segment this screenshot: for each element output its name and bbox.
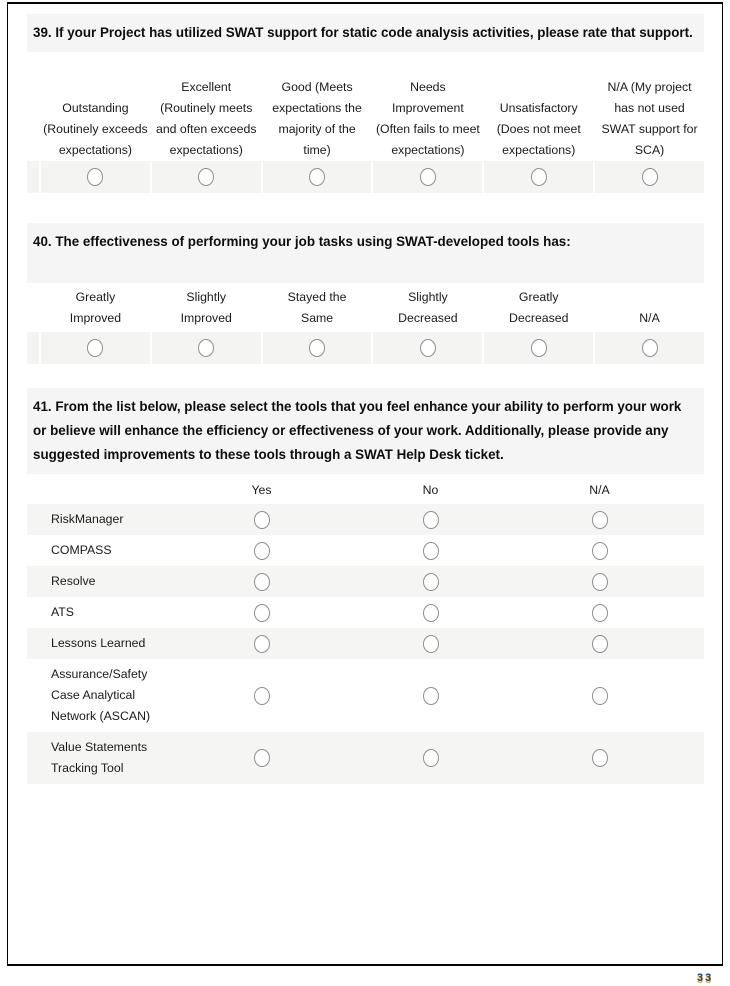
q41-lessons-learned-radio-na[interactable] xyxy=(592,635,608,653)
q41-value-statements-radio-na[interactable] xyxy=(592,749,608,767)
cell-na xyxy=(515,635,684,653)
cell-yes xyxy=(177,573,346,591)
question-40-radio-row xyxy=(27,332,704,364)
cell-no xyxy=(346,542,515,560)
q39-option-label-needs-improvement: Needs Improvement (Often fails to meet expectations) xyxy=(375,80,480,157)
q41-compass-radio-yes[interactable] xyxy=(254,542,270,560)
q39-radio-unsatisfactory[interactable] xyxy=(531,168,547,186)
q39-radio-good[interactable] xyxy=(309,168,325,186)
q40-cell-slightly-improved xyxy=(152,332,261,364)
q40-cell-stayed-same xyxy=(263,332,372,364)
spacer xyxy=(27,161,39,193)
page-number: 33 xyxy=(697,972,714,984)
cell-no xyxy=(346,635,515,653)
q39-cell-outstanding xyxy=(41,161,150,193)
table-row-compass xyxy=(27,535,704,566)
question-39-option-headers xyxy=(27,56,704,161)
q41-compass-radio-no[interactable] xyxy=(423,542,439,560)
q40-cell-greatly-improved xyxy=(41,332,150,364)
q40-cell-na xyxy=(595,332,704,364)
row-label: Lessons Learned xyxy=(51,636,146,650)
q41-ats-radio-no[interactable] xyxy=(423,604,439,622)
q41-riskmanager-radio-na[interactable] xyxy=(592,511,608,529)
q39-cell-good xyxy=(263,161,372,193)
q40-option-label-greatly-improved: Greatly Improved xyxy=(69,290,122,325)
table-row-ats xyxy=(27,597,704,628)
spacer xyxy=(27,287,39,329)
q40-cell-slightly-decreased xyxy=(373,332,482,364)
row-label: Assurance/Safety Case Analytical Network (ASCAN) xyxy=(51,667,151,723)
question-41-table xyxy=(27,504,704,784)
cell-na xyxy=(515,511,684,529)
q40-radio-greatly-improved[interactable] xyxy=(87,339,103,357)
cell-na xyxy=(515,604,684,622)
row-label: RiskManager xyxy=(51,512,124,526)
q41-ascan-radio-na[interactable] xyxy=(592,687,608,705)
question-39-text: 39. If your Project has utilized SWAT support for static code analysis activities, please rate that support. xyxy=(27,14,704,52)
q40-option-label-na: N/A xyxy=(639,311,660,325)
table-row-lessons-learned xyxy=(27,628,704,659)
cell-no xyxy=(346,687,515,705)
cell-na xyxy=(515,573,684,591)
question-40-option-headers xyxy=(27,287,704,329)
cell-no xyxy=(346,749,515,767)
spacer xyxy=(27,332,39,364)
question-39-radio-row xyxy=(27,161,704,193)
q40-radio-stayed-same[interactable] xyxy=(309,339,325,357)
q39-cell-unsatisfactory xyxy=(484,161,593,193)
q40-radio-na[interactable] xyxy=(642,339,658,357)
cell-yes xyxy=(177,749,346,767)
row-label: ATS xyxy=(51,605,75,619)
cell-na xyxy=(515,749,684,767)
q40-option-label-slightly-decreased: Slightly Decreased xyxy=(398,290,458,325)
q39-option-label-outstanding: Outstanding (Routinely exceeds expectations) xyxy=(43,101,148,157)
q41-lessons-learned-radio-yes[interactable] xyxy=(254,635,270,653)
q39-cell-excellent xyxy=(152,161,261,193)
cell-yes xyxy=(177,604,346,622)
row-label: Resolve xyxy=(51,574,96,588)
question-39 xyxy=(27,14,704,193)
cell-no xyxy=(346,511,515,529)
cell-yes xyxy=(177,687,346,705)
q39-radio-needs-improvement[interactable] xyxy=(420,168,436,186)
q41-compass-radio-na[interactable] xyxy=(592,542,608,560)
q39-radio-na[interactable] xyxy=(642,168,658,186)
q39-option-label-excellent: Excellent (Routinely meets and often exceeds expectations) xyxy=(155,80,257,157)
q41-value-statements-radio-yes[interactable] xyxy=(254,749,270,767)
q39-radio-excellent[interactable] xyxy=(198,168,214,186)
q41-column-yes: Yes xyxy=(251,482,272,497)
cell-yes xyxy=(177,542,346,560)
q41-riskmanager-radio-yes[interactable] xyxy=(254,511,270,529)
q40-option-label-stayed-same: Stayed the Same xyxy=(287,290,347,325)
q40-radio-greatly-decreased[interactable] xyxy=(531,339,547,357)
cell-na xyxy=(515,687,684,705)
q39-radio-outstanding[interactable] xyxy=(87,168,103,186)
q40-radio-slightly-decreased[interactable] xyxy=(420,339,436,357)
q41-ats-radio-na[interactable] xyxy=(592,604,608,622)
cell-yes xyxy=(177,511,346,529)
q40-cell-greatly-decreased xyxy=(484,332,593,364)
q41-value-statements-radio-no[interactable] xyxy=(423,749,439,767)
q40-option-label-greatly-decreased: Greatly Decreased xyxy=(508,290,569,325)
question-41-text: 41. From the list below, please select the tools that you feel enhance your ability to perform your work or believe will enhance the efficiency or effectiveness of your work. Additionally, please provide any suggested improvements to these tools through a SWAT Help Desk ticket. xyxy=(27,388,704,474)
q39-option-label-good: Good (Meets expectations the majority of the time) xyxy=(272,80,362,157)
q41-resolve-radio-yes[interactable] xyxy=(254,573,270,591)
q41-ascan-radio-yes[interactable] xyxy=(254,687,270,705)
cell-yes xyxy=(177,635,346,653)
q41-ats-radio-yes[interactable] xyxy=(254,604,270,622)
table-row-value-statements xyxy=(27,732,704,784)
q41-riskmanager-radio-no[interactable] xyxy=(423,511,439,529)
q41-ascan-radio-no[interactable] xyxy=(423,687,439,705)
question-40-text: 40. The effectiveness of performing your job tasks using SWAT-developed tools has: xyxy=(27,223,704,283)
q39-cell-needs-improvement xyxy=(373,161,482,193)
question-40 xyxy=(27,223,704,364)
spacer xyxy=(27,56,39,161)
question-41-column-headers xyxy=(27,479,704,500)
q39-cell-na xyxy=(595,161,704,193)
cell-no xyxy=(346,573,515,591)
table-row-ascan xyxy=(27,659,704,732)
row-label: COMPASS xyxy=(51,543,112,557)
q41-resolve-radio-no[interactable] xyxy=(423,573,439,591)
question-41 xyxy=(27,388,704,784)
row-label: Value Statements Tracking Tool xyxy=(51,740,148,775)
q40-radio-slightly-improved[interactable] xyxy=(198,339,214,357)
q40-option-label-slightly-improved: Slightly Improved xyxy=(180,290,232,325)
table-row-riskmanager xyxy=(27,504,704,535)
cell-na xyxy=(515,542,684,560)
q41-column-no: No xyxy=(422,482,439,497)
q39-option-label-unsatisfactory: Unsatisfactory (Does not meet expectations) xyxy=(496,101,581,157)
q39-option-label-na: N/A (My project has not used SWAT support for SCA) xyxy=(601,80,698,157)
q41-column-na: N/A xyxy=(589,482,610,497)
q41-lessons-learned-radio-no[interactable] xyxy=(423,635,439,653)
table-row-resolve xyxy=(27,566,704,597)
cell-no xyxy=(346,604,515,622)
q41-resolve-radio-na[interactable] xyxy=(592,573,608,591)
survey-page xyxy=(7,2,723,966)
